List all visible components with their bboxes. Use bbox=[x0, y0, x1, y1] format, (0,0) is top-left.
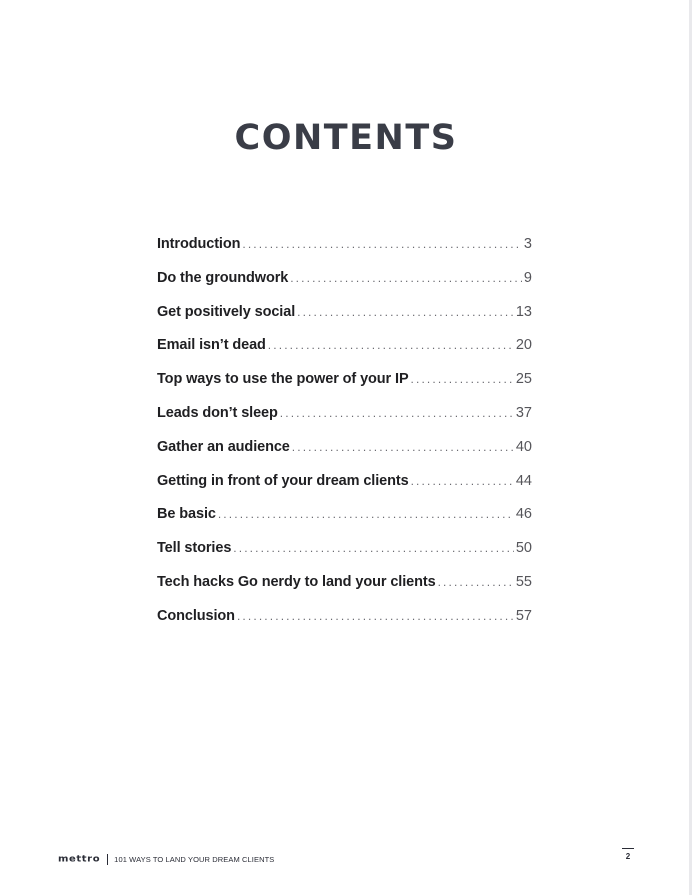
toc-entry-page: 37 bbox=[515, 404, 532, 421]
toc-dot-leader bbox=[411, 474, 514, 488]
toc-entry-label: Gather an audience bbox=[157, 438, 290, 455]
toc-entry[interactable] bbox=[157, 439, 532, 473]
toc-entry-page: 50 bbox=[515, 540, 532, 557]
toc-dot-leader bbox=[242, 237, 522, 251]
page-number-rule bbox=[622, 848, 634, 849]
toc-entry-page: 3 bbox=[523, 236, 532, 252]
toc-dot-leader bbox=[411, 372, 514, 386]
toc-entry[interactable] bbox=[157, 236, 532, 270]
toc-entry[interactable] bbox=[157, 371, 532, 405]
toc-entry[interactable] bbox=[157, 304, 532, 338]
toc-dot-leader bbox=[233, 541, 514, 555]
table-of-contents bbox=[157, 236, 532, 642]
toc-entry-page: 9 bbox=[523, 269, 532, 286]
page-title: CONTENTS bbox=[234, 118, 458, 158]
footer-divider bbox=[107, 854, 108, 865]
toc-dot-leader bbox=[290, 271, 522, 285]
toc-entry-label: Leads don’t sleep bbox=[157, 404, 278, 421]
toc-dot-leader bbox=[292, 440, 514, 454]
toc-entry[interactable] bbox=[157, 473, 532, 507]
toc-entry[interactable] bbox=[157, 608, 532, 642]
toc-entry-label: Getting in front of your dream clients bbox=[157, 472, 409, 489]
toc-entry-label: Introduction bbox=[157, 236, 241, 252]
toc-entry-page: 40 bbox=[515, 438, 532, 455]
toc-dot-leader bbox=[237, 609, 514, 623]
toc-dot-leader bbox=[268, 338, 514, 352]
toc-entry-page: 57 bbox=[515, 607, 532, 624]
footer-title: 101 WAYS TO LAND YOUR DREAM CLIENTS bbox=[114, 854, 275, 864]
brand-logo: mettro bbox=[58, 854, 101, 864]
toc-entry-label: Top ways to use the power of your IP bbox=[157, 371, 409, 388]
toc-entry-page: 25 bbox=[515, 371, 532, 388]
toc-entry[interactable] bbox=[157, 574, 532, 608]
footer bbox=[58, 852, 274, 866]
toc-entry-page: 44 bbox=[515, 472, 532, 489]
toc-entry-label: Tell stories bbox=[157, 540, 232, 557]
toc-entry-page: 46 bbox=[515, 506, 532, 523]
toc-entry-label: Get positively social bbox=[157, 303, 296, 320]
toc-dot-leader bbox=[438, 575, 514, 589]
toc-dot-leader bbox=[218, 507, 514, 521]
toc-entry[interactable] bbox=[157, 270, 532, 304]
toc-dot-leader bbox=[280, 406, 514, 420]
toc-entry-label: Conclusion bbox=[157, 607, 235, 624]
toc-entry[interactable] bbox=[157, 337, 532, 371]
page-number-block bbox=[622, 848, 634, 861]
toc-entry-page: 13 bbox=[515, 303, 532, 320]
page-number: 2 bbox=[625, 852, 631, 861]
toc-dot-leader bbox=[297, 305, 514, 319]
toc-entry-label: Be basic bbox=[157, 506, 216, 523]
toc-entry-page: 55 bbox=[515, 573, 532, 590]
toc-entry-label: Tech hacks Go nerdy to land your clients bbox=[157, 573, 436, 590]
toc-entry-page: 20 bbox=[515, 337, 532, 354]
toc-entry-label: Email isn’t dead bbox=[157, 337, 266, 354]
toc-entry-label: Do the groundwork bbox=[157, 269, 289, 286]
toc-entry[interactable] bbox=[157, 405, 532, 439]
toc-entry[interactable] bbox=[157, 506, 532, 540]
toc-entry[interactable] bbox=[157, 540, 532, 574]
